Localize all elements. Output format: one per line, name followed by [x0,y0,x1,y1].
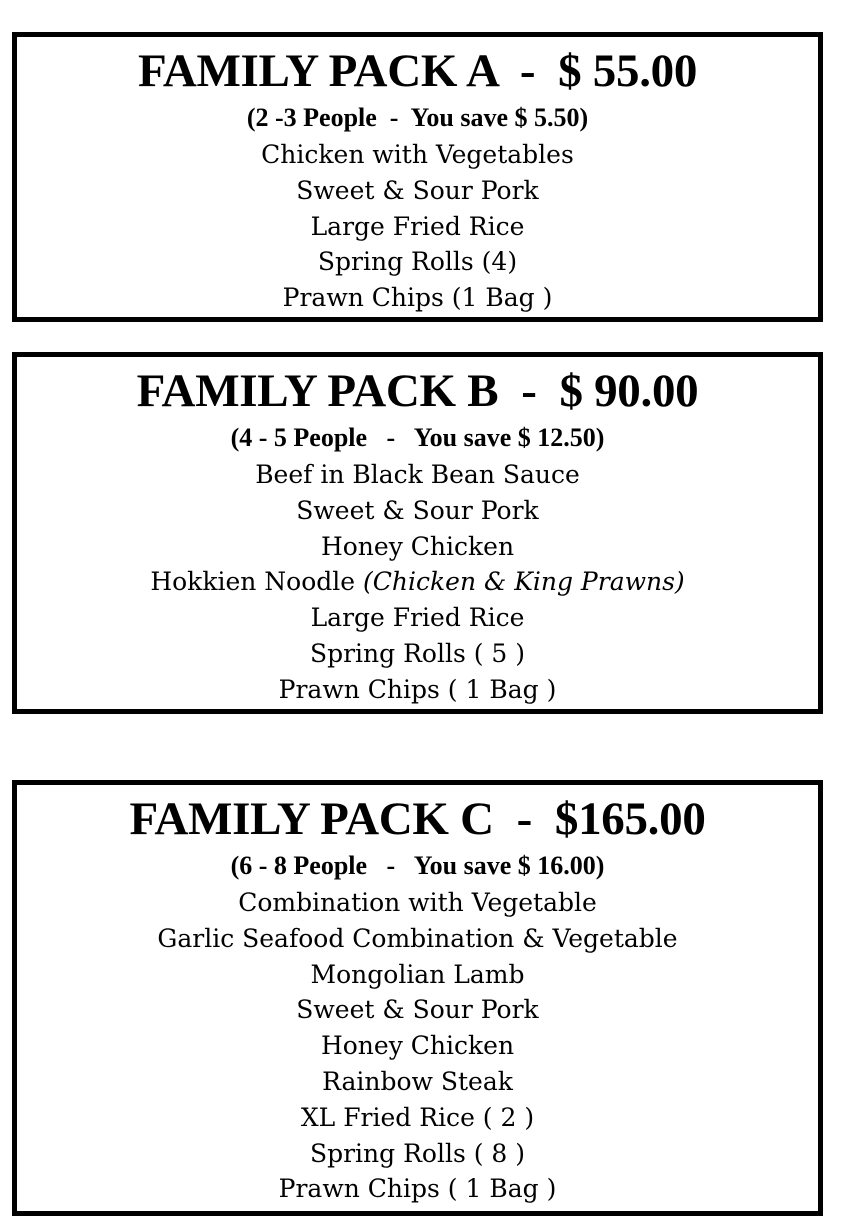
pack-item: Chicken with Vegetables [261,140,574,169]
pack-item: Combination with Vegetable [238,888,597,917]
pack-item: Prawn Chips ( 1 Bag ) [278,674,557,704]
pack-item: Sweet & Sour Pork [296,495,539,525]
pack-item: Sweet & Sour Pork [296,175,539,205]
pack-item-list [17,137,818,316]
family-pack-a-box [12,32,823,322]
pack-item: Mongolian Lamb [310,959,525,989]
pack-subtitle: (6 - 8 People - You save $ 16.00) [230,851,605,880]
pack-item: Sweet & Sour Pork [296,995,539,1025]
pack-item: Rainbow Steak [322,1066,513,1096]
pack-item: Spring Rolls ( 5 ) [309,638,526,668]
pack-item-note: (Chicken & King Prawns) [363,567,685,597]
pack-item: Prawn Chips ( 1 Bag ) [278,1174,557,1204]
pack-item: Beef in Black Bean Sauce [255,460,580,489]
pack-title: FAMILY PACK C - $165.00 [129,793,706,845]
pack-title: FAMILY PACK A - $ 55.00 [137,45,698,97]
pack-item: Large Fried Rice [310,603,525,633]
pack-item: XL Fried Rice ( 2 ) [300,1102,535,1132]
pack-item-list [17,885,818,1207]
pack-item: Honey Chicken [320,1031,515,1061]
pack-item: Spring Rolls (4) [317,247,518,277]
pack-item: Garlic Seafood Combination & Vegetable [157,923,678,953]
pack-item: Large Fried Rice [310,211,525,241]
pack-item-label: Hokkien Noodle [150,567,364,597]
pack-subtitle: (2 -3 People - You save $ 5.50) [246,103,589,132]
family-pack-c-box [12,780,823,1216]
pack-title: FAMILY PACK B - $ 90.00 [136,365,699,417]
pack-subtitle: (4 - 5 People - You save $ 12.50) [230,423,605,452]
pack-item-list [17,457,818,708]
pack-item: Spring Rolls ( 8 ) [309,1138,526,1168]
pack-item: Prawn Chips (1 Bag ) [282,283,553,313]
pack-item-with-note [17,564,818,600]
pack-item: Honey Chicken [320,531,515,561]
family-pack-b-box [12,352,823,714]
